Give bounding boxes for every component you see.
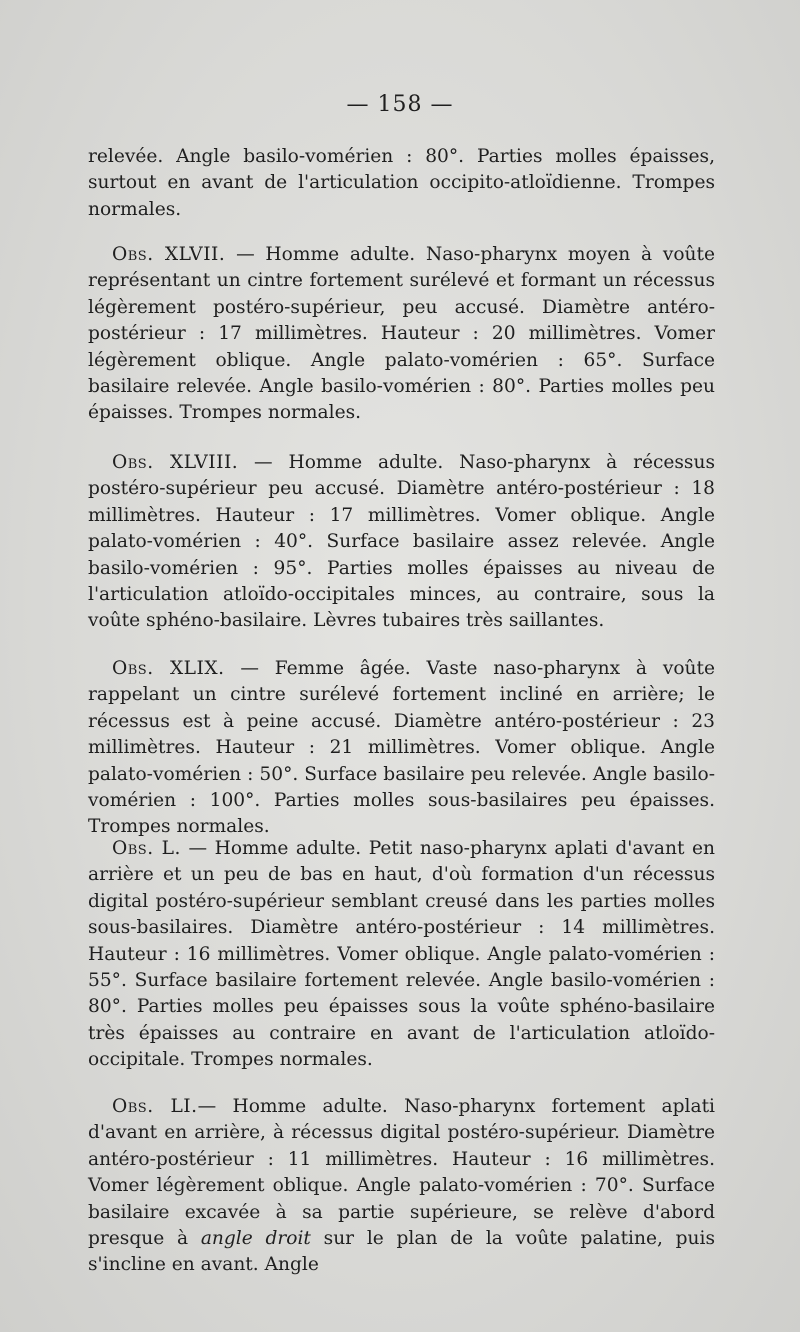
- observation-text: — Homme adulte. Petit naso-pharynx aplati d'avant en arrière et un peu de bas en haut, d'où formation d'un récessus digital postéro-supérieur semblant creusé dans les parties molles sous-basilaires. Diamètre antéro-postérieur : 14 millimètres. Hauteur : 16 millimètres. Vomer oblique. Angle palato-vomérien : 55°. Surface basilaire fortement relevée. Angle basilo-vomérien : 80°. Parties molles peu épaisses sous la voûte sphéno-basilaire très épaisses au contraire en avant de l'articulation atloïdo-occipitale. Trompes normales.: [88, 838, 716, 1071]
- observation-text-end: sur le plan de la voûte palatine, puis s'incline en avant. Angle: [88, 1228, 715, 1276]
- observation-text-start: — Homme adulte. Naso-pharynx fortement aplati d'avant en arrière, à récessus digital postéro-supérieur. Diamètre antéro-postérieur : 11 millimètres. Hauteur : 16 millimètres. Vomer légèrement oblique. Angle palato-vomérien : 70°. Surface basilaire excavée à sa partie supérieure, se relève d'abord presque à: [88, 1096, 715, 1250]
- observation-label: Obs. L.: [112, 838, 181, 859]
- observation-paragraph: [88, 656, 715, 841]
- observation-paragraph: [88, 450, 715, 635]
- observation-label: Obs. XLVII.: [112, 244, 226, 265]
- observation-text: — Homme adulte. Naso-pharynx moyen à voûte représentant un cintre fortement surélevé et formant un récessus légèrement postéro-supérieur, peu accusé. Diamètre antéro-postérieur : 17 millimètres. Hauteur : 20 millimètres. Vomer légèrement oblique. Angle palato-vomérien : 65°. Surface basilaire relevée. Angle basilo-vomérien : 80°. Parties molles peu épaisses. Trompes normales.: [88, 244, 715, 424]
- observation-label: Obs. XLIX.: [112, 658, 225, 679]
- observation-paragraph: [88, 1094, 715, 1279]
- observation-text: — Homme adulte. Naso-pharynx à récessus postéro-supérieur peu accusé. Diamètre antéro-postérieur : 18 millimètres. Hauteur : 17 millimètres. Vomer oblique. Angle palato-vomérien : 40°. Surface basilaire assez relevée. Angle basilo-vomérien : 95°. Parties molles épaisses au niveau de l'articulation atloïdo-occipitales minces, au contraire, sous la voûte sphéno-basilaire. Lèvres tubaires très saillantes.: [88, 452, 715, 632]
- paragraph-text: relevée. Angle basilo-vomérien : 80°. Parties molles épaisses, surtout en avant de l'articulation occipito-atloïdienne. Trompes normales.: [88, 146, 715, 220]
- observation-text: — Femme âgée. Vaste naso-pharynx à voûte rappelant un cintre surélevé fortement incliné en arrière; le récessus est à peine accusé. Diamètre antéro-postérieur : 23 millimètres. Hauteur : 21 millimètres. Vomer oblique. Angle palato-vomérien : 50°. Surface basilaire peu relevée. Angle basilo-vomérien : 100°. Parties molles sous-basilaires peu épaisses. Trompes normales.: [88, 658, 715, 838]
- page-number: — 158 —: [346, 92, 454, 117]
- observation-xlviii: [88, 450, 715, 635]
- observation-li: [88, 1094, 715, 1279]
- observation-label: Obs. XLVIII.: [112, 452, 239, 473]
- observation-xlix: [88, 656, 715, 841]
- observation-paragraph: [88, 242, 715, 427]
- observation-xlvii: [88, 242, 715, 427]
- observation-l: [88, 836, 715, 1074]
- observation-paragraph: [88, 836, 715, 1074]
- observation-label: Obs. LI.: [112, 1096, 198, 1117]
- italic-phrase: angle droit: [200, 1228, 311, 1250]
- paragraph-continuation: [88, 144, 715, 223]
